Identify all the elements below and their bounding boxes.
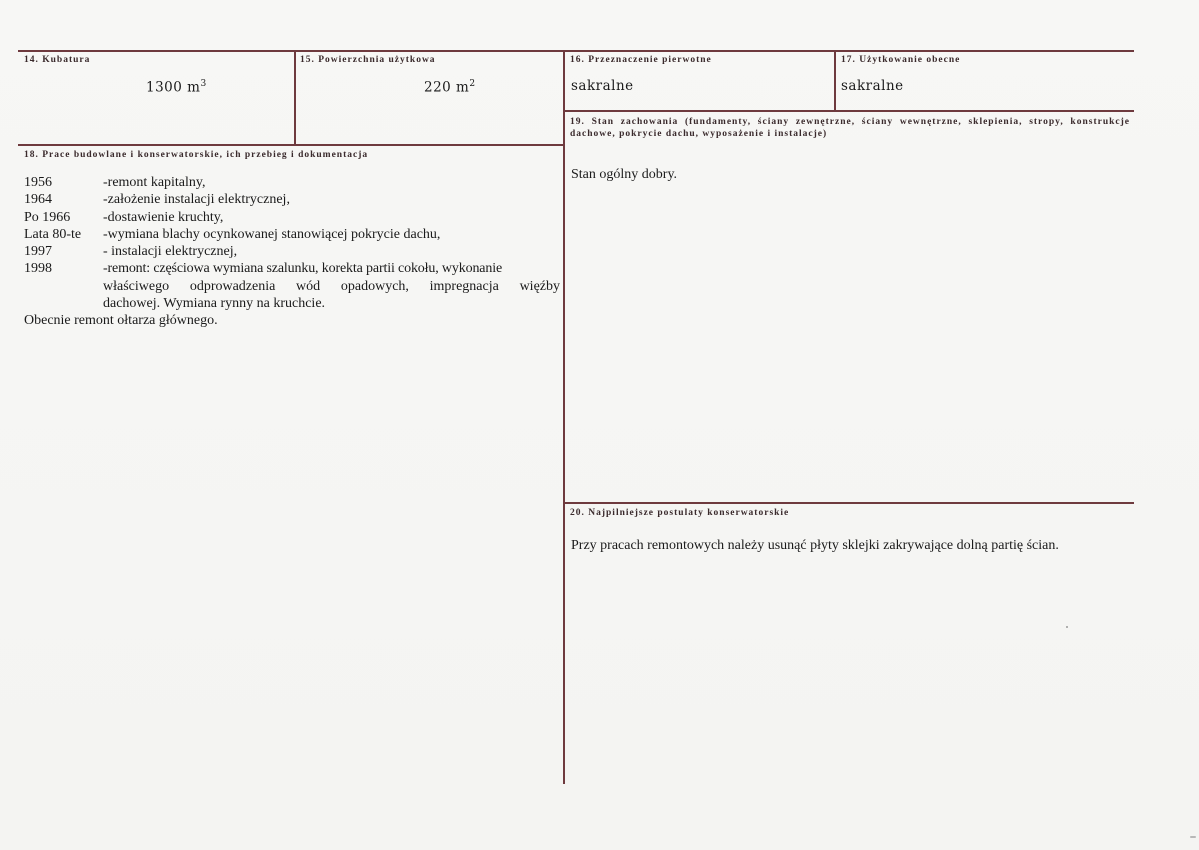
field-14-value xyxy=(146,79,207,96)
field-19-label: 19. Stan zachowania (fundamenty, ściany zewnętrzne, ściany wewnętrzne, sklepienia, stropy, konstrukcje dachowe, pokrycie dachu, wyposażenie i instalacje) xyxy=(570,117,1130,139)
field-14-unit-exponent: 3 xyxy=(200,79,207,89)
field-18-history xyxy=(24,174,560,330)
field-16-value: sakralne xyxy=(571,78,634,94)
history-row xyxy=(24,226,560,243)
field-17-label: 17. Użytkowanie obecne xyxy=(841,55,961,65)
history-year: 1964 xyxy=(24,192,52,208)
field-16-label: 16. Przeznaczenie pierwotne xyxy=(570,55,712,65)
history-row xyxy=(24,243,560,260)
history-row xyxy=(24,209,560,226)
scan-speck xyxy=(1190,836,1196,838)
history-year: Lata 80-te xyxy=(24,226,82,242)
history-year: Po 1966 xyxy=(24,209,71,225)
field-18-label: 18. Prace budowlane i konserwatorskie, ich przebieg i dokumentacja xyxy=(24,150,369,160)
history-row xyxy=(24,191,560,208)
history-year: 1997 xyxy=(24,244,52,260)
field-15-unit-exponent: 2 xyxy=(469,79,476,89)
field-15-label: 15. Powierzchnia użytkowa xyxy=(300,55,436,65)
divider-main xyxy=(563,50,565,784)
field-14-number: 1300 m xyxy=(146,79,201,96)
history-text: - instalacji elektrycznej, xyxy=(103,244,238,260)
history-text: -dostawienie kruchty, xyxy=(103,209,224,225)
rule-19-top xyxy=(563,110,1134,112)
top-rule xyxy=(18,50,1134,52)
field-20-label: 20. Najpilniejsze postulaty konserwatorskie xyxy=(570,508,790,518)
field-15-number: 220 m xyxy=(424,79,470,96)
history-text: -remont: częściowa wymiana szalunku, korekta partii cokołu, wykonanie xyxy=(103,261,503,277)
history-continuation: właściwego odprowadzenia wód opadowych, impregnacja więźby xyxy=(103,278,560,294)
rule-18-top xyxy=(18,144,565,146)
history-row xyxy=(24,174,560,191)
rule-20-top xyxy=(563,502,1134,504)
history-continuation: dachowej. Wymiana rynny na kruchcie. xyxy=(103,296,326,312)
history-text: -remont kapitalny, xyxy=(103,175,206,190)
scan-speck xyxy=(1066,626,1068,628)
divider-16-17 xyxy=(834,50,836,112)
field-15-value xyxy=(424,79,476,96)
field-17-value: sakralne xyxy=(841,78,904,94)
history-text: -wymiana blachy ocynkowanej stanowiącej pokrycie dachu, xyxy=(103,226,441,242)
history-year: 1956 xyxy=(24,175,52,190)
field-20-value: Przy pracach remontowych należy usunąć płyty sklejki zakrywające dolną partię ścian. xyxy=(571,538,1059,553)
history-row xyxy=(24,260,560,277)
history-text: -założenie instalacji elektrycznej, xyxy=(103,192,290,208)
history-year: 1998 xyxy=(24,261,52,277)
divider-14-15 xyxy=(294,50,296,146)
field-14-label: 14. Kubatura xyxy=(24,55,91,65)
field-19-value: Stan ogólny dobry. xyxy=(571,167,678,182)
history-footer: Obecnie remont ołtarza głównego. xyxy=(24,313,218,329)
